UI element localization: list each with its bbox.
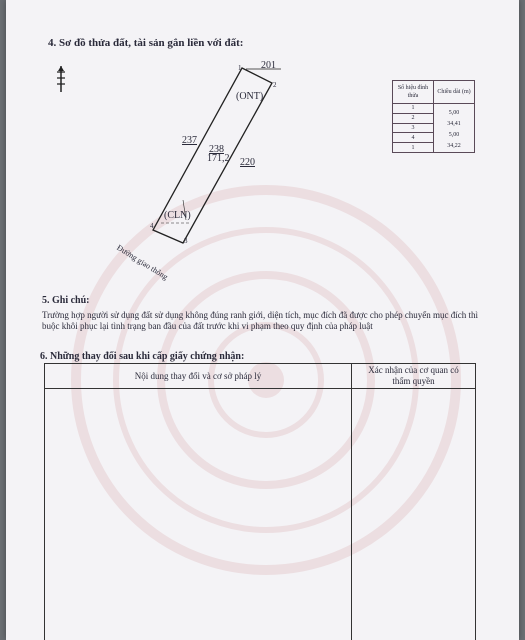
point-1-label: 1 — [238, 64, 242, 72]
section-4-title: 4. Sơ đồ thửa đất, tài sản gắn liền với đất: — [48, 37, 244, 49]
table-header-vertex: Số hiệu đỉnh thửa — [393, 81, 434, 104]
parcel-area: 171,2 — [207, 153, 230, 164]
edge-lengths-table — [392, 80, 475, 153]
table-length-column — [434, 104, 475, 153]
changes-table — [44, 363, 476, 640]
parcel-number: 238 — [209, 144, 224, 155]
table-vertex-cell: 4 — [393, 133, 434, 143]
certificate-page — [6, 0, 519, 640]
neighbor-right-number: 220 — [240, 157, 255, 168]
changes-header-confirmation: Xác nhận của cơ quan có thẩm quyền — [352, 364, 476, 389]
table-length-cell: 34,41 — [447, 121, 461, 127]
table-vertex-cell: 3 — [393, 123, 434, 133]
table-header-length: Chiều dài (m) — [434, 81, 475, 104]
north-arrow-icon — [54, 66, 68, 92]
section-5-title: 5. Ghi chú: — [42, 295, 90, 306]
changes-content-cell — [45, 389, 352, 640]
table-vertex-cell: 2 — [393, 113, 434, 123]
point-2-label: 2 — [273, 81, 277, 89]
changes-confirmation-cell — [352, 389, 476, 640]
point-3-label: 3 — [184, 237, 188, 245]
point-4-label: 4 — [150, 222, 154, 230]
section-5-note: Trường hợp người sử dụng đất sử dụng không đúng ranh giới, diện tích, mục đích đã được cho phép chuyển mục đích thì buộc khôi phục lại tình trạng ban đầu của đất trước khi vi phạm theo quy định của pháp luật — [42, 310, 479, 331]
parcel-diagram — [106, 55, 306, 282]
land-type-ont: (ONT) — [236, 91, 264, 102]
road-label: Đường giao thông — [115, 243, 170, 282]
neighbor-top-number: 201 — [261, 60, 276, 71]
land-type-cln: (CLN) — [164, 210, 191, 221]
table-vertex-cell: 1 — [393, 143, 434, 153]
table-length-cell: 34,22 — [447, 143, 461, 149]
table-length-cell: 5,00 — [448, 132, 460, 138]
section-6-title: 6. Những thay đổi sau khi cấp giấy chứng nhận: — [40, 351, 245, 362]
table-vertex-cell: 1 — [393, 104, 434, 114]
neighbor-left-number: 237 — [182, 135, 197, 146]
table-length-cell: 5,00 — [448, 110, 460, 116]
changes-header-content: Nội dung thay đổi và cơ sở pháp lý — [45, 364, 352, 389]
